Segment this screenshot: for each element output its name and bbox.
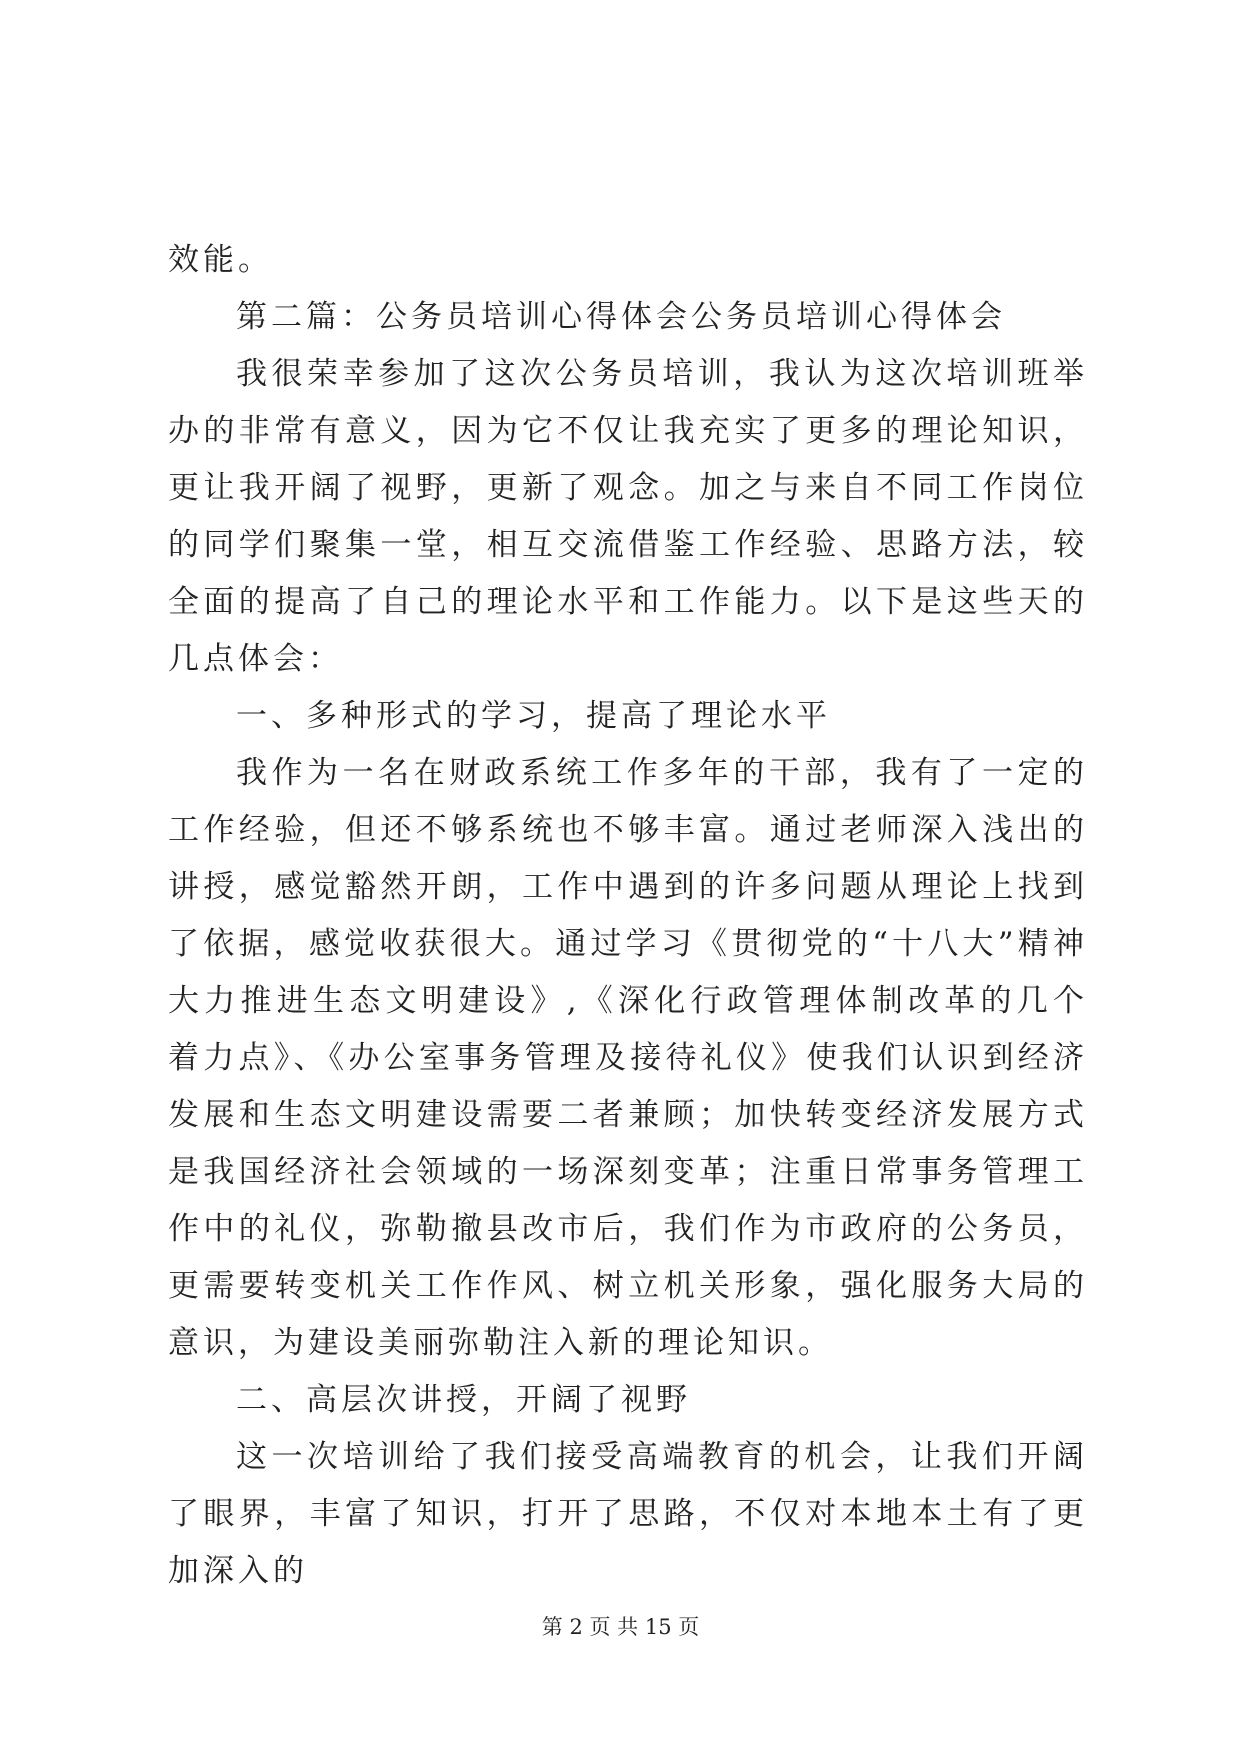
section-heading-part-two: 第二篇：公务员培训心得体会公务员培训心得体会 — [236, 299, 1006, 335]
paragraph-intro: 我很荣幸参加了这次公务员培训，我认为这次培训班举办的非常有意义，因为它不仅让我充实了更多的理论知识，更让我开阔了视野，更新了观念。加之与来自不同工作岗位的同学们聚集一堂，相互交流借鉴工作经验、思路方法，较全面的提高了自己的理论水平和工作能力。以下是这些天的几点体会： — [168, 356, 1088, 677]
paragraph-continuation: 效能。 — [168, 242, 273, 278]
subheading-two: 二、高层次讲授，开阔了视野 — [236, 1382, 691, 1418]
paragraph-learning: 我作为一名在财政系统工作多年的干部，我有了一定的工作经验，但还不够系统也不够丰富。通过老师深入浅出的讲授，感觉豁然开朗，工作中遇到的许多问题从理论上找到了依据，感觉收获很大。通过学习《贯彻党的“十八大”精神大力推进生态文明建设》,《深化行政管理体制改革的几个着力点》、《办公室事务管理及接待礼仪》使我们认识到经济发展和生态文明建设需要二者兼顾；加快转变经济发展方式是我国经济社会领域的一场深刻变革；注重日常事务管理工作中的礼仪，弥勒撤县改市后，我们作为市政府的公务员，更需要转变机关工作作风、树立机关形象，强化服务大局的意识，为建设美丽弥勒注入新的理论知识。 — [168, 755, 1088, 1361]
paragraph-training: 这一次培训给了我们接受高端教育的机会，让我们开阔了眼界，丰富了知识，打开了思路，不仅对本地本土有了更加深入的 — [168, 1439, 1088, 1589]
subheading-one: 一、多种形式的学习，提高了理论水平 — [236, 698, 831, 734]
page-number-footer: 第 2 页 共 15 页 — [541, 1615, 700, 1639]
document-body — [168, 232, 1088, 1600]
